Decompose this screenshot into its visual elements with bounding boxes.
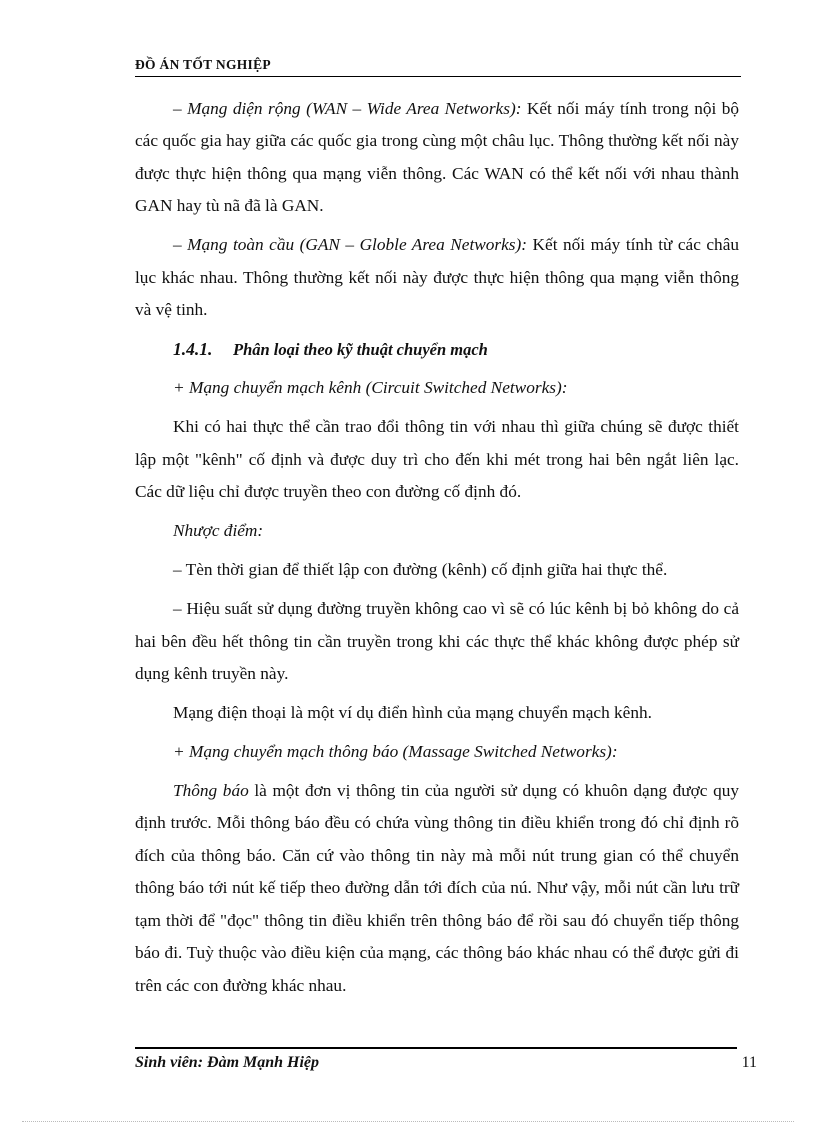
footer-divider bbox=[135, 1047, 737, 1049]
paragraph-telephone-example: Mạng điện thoại là một ví dụ điển hình của mạng chuyển mạch kênh. bbox=[173, 703, 652, 723]
term-gan: – Mạng toàn cầu (GAN – Globle Area Networks): bbox=[173, 235, 528, 255]
message-description: là một đơn vị thông tin của người sử dụng có khuôn dạng được quy định trước. Mỗi thông báo đều có chứa vùng thông tin điều khiển trong đó chỉ định rõ đích của thông báo. Căn cứ vào thông tin này mà mỗi nút trung gian có thể chuyển thông báo tới nút kế tiếp theo đường dẫn tới đích của nú. Như vậy, mỗi nút cần lưu trữ tạm thời để "đọc" thông tin điều khiển trên thông báo để rồi sau đó chuyển tiếp thông báo đi. Tuỳ thuộc vào điều kiện của mạng, các thông báo khác nhau có thể được gửi đi trên các con đường khác nhau. bbox=[135, 781, 739, 995]
subheading-message-switched: + Mạng chuyển mạch thông báo (Massage Switched Networks): bbox=[173, 742, 618, 762]
page-edge-divider bbox=[22, 1121, 794, 1122]
page-footer bbox=[135, 1054, 757, 1072]
paragraph-circuit-description: Khi có hai thực thể cần trao đổi thông tin với nhau thì giữa chúng sẽ được thiết lập một "kênh" cố định và được duy trì cho đến khi mét trong hai bên ngắt liên lạc. Các dữ liệu chỉ được truyền theo con đường cố định đó. bbox=[135, 417, 739, 502]
subheading-disadvantages: Nhược điểm: bbox=[173, 521, 264, 541]
page-body bbox=[135, 93, 739, 1009]
term-wan: – Mạng diện rộng (WAN – Wide Area Networks): bbox=[173, 99, 522, 118]
paragraph-wan bbox=[135, 93, 739, 223]
paragraph-message-description bbox=[135, 775, 739, 1002]
gan-description: Kết nối máy tính từ các châu lục khác nhau. Thông thường kết nối này được thực hiện thông qua mạng viễn thông và vệ tinh. bbox=[135, 235, 739, 320]
header-title: ĐỒ ÁN TỐT NGHIỆP bbox=[135, 57, 271, 72]
subheading-circuit-switched: + Mạng chuyển mạch kênh (Circuit Switched Networks): bbox=[173, 378, 568, 398]
disadvantage-item-2: – Hiệu suất sử dụng đường truyền không cao vì sẽ có lúc kênh bị bỏ không do cả hai bên đều hết thông tin cần truyền trong khi các thực thể khác không được phép sử dụng kênh truyền này. bbox=[135, 599, 739, 684]
page-number: 11 bbox=[741, 1054, 757, 1071]
section-title: Phân loại theo kỹ thuật chuyển mạch bbox=[233, 340, 488, 360]
section-heading bbox=[135, 333, 739, 366]
disadvantage-item-1: – Tèn thời gian để thiết lập con đường (kênh) cố định giữa hai thực thể. bbox=[173, 560, 668, 580]
page-header bbox=[135, 57, 741, 77]
term-message: Thông báo bbox=[173, 781, 249, 801]
footer-author: Sinh viên: Đàm Mạnh Hiệp bbox=[135, 1054, 320, 1071]
paragraph-gan bbox=[135, 229, 739, 326]
section-number: 1.4.1. bbox=[173, 339, 213, 360]
wan-description: Kết nối máy tính trong nội bộ các quốc gia hay giữa các quốc gia trong cùng một châu lục. Thông thường kết nối này được thực hiện thông qua mạng viễn thông. Các WAN có thể kết nối với nhau thành GAN hay tù nã đã là GAN. bbox=[135, 99, 739, 216]
